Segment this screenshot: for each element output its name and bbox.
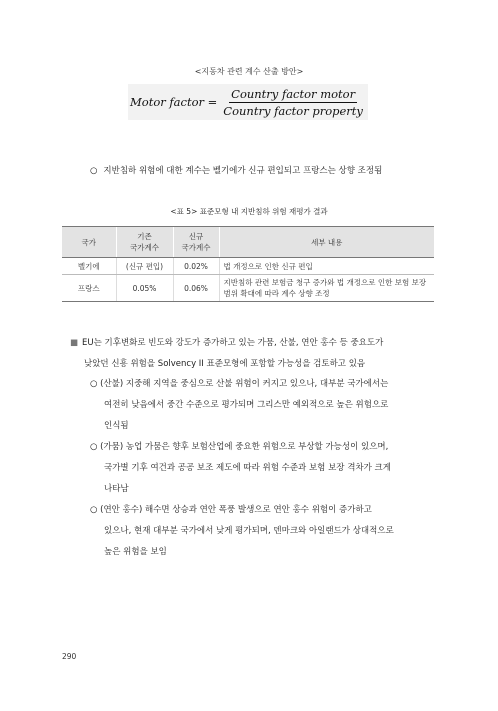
sub-drought-line1: (가뭄) 농업 가뭄은 향후 보험산업에 중요한 위험으로 부상할 가능성이 있으며, [100,442,389,452]
header-prev-line1: 기존 [137,232,152,241]
cell-new: 0.06% [173,275,219,302]
cell-prev: 0.05% [116,275,173,302]
bullet-main-text: 지반침하 위험에 대한 계수는 벨기에가 신규 편입되고 프랑스는 상향 조정됨 [103,166,383,176]
table-header-row [62,227,434,258]
paragraph-line-1 [70,336,440,348]
circle-bullet-icon: ○ [90,442,98,452]
subsidence-table [62,226,434,302]
sub-flood-line1: (연안 홍수) 해수면 상승과 연안 폭풍 발생으로 연안 홍수 위험이 증가하고 [100,505,372,515]
sub-bullet-drought [90,440,440,452]
circle-bullet-icon: ○ [90,379,98,389]
header-new-factor [173,227,219,258]
sub-drought-line3: 나타남 [104,484,129,494]
circle-bullet-icon: ○ [90,166,98,176]
header-new-line2: 국가계수 [181,243,211,252]
formula-denominator: Country factor property [223,103,363,118]
formula-numerator: Country factor motor [231,86,356,101]
bullet-main [90,164,382,176]
cell-detail: 법 개정으로 인한 신규 편입 [219,258,434,275]
sub-wildfire-line3: 인식됨 [104,421,129,431]
sub-wildfire-line2: 여전히 낮음에서 중간 수준으로 평가되며 그리스만 예외적으로 높은 위험으로 [104,400,389,410]
cell-prev: (신규 편입) [116,258,173,275]
sub-bullet-wildfire [90,377,440,389]
table-row [62,258,434,275]
sub-flood-line2: 있으나, 현재 대부분 국가에서 낮게 평가되며, 덴마크와 아일랜드가 상대적으로 [104,526,394,536]
circle-bullet-icon: ○ [90,505,98,515]
sub-drought-line2: 국가별 기후 여건과 공공 보조 제도에 따라 위험 수준과 보험 보장 격차가 크게 [104,463,391,473]
sub-wildfire-line1: (산불) 지중해 지역을 중심으로 산불 위험이 커지고 있으나, 대부분 국가에서는 [100,379,389,389]
table-caption: <표 5> 표준모형 내 지반침하 위험 재평가 결과 [170,207,328,216]
header-prev-factor [116,227,173,258]
square-bullet-icon: ■ [70,338,79,348]
formula-lhs: Motor factor = [130,95,218,109]
page-number: 290 [62,652,77,661]
cell-country: 벨기에 [62,258,116,275]
cell-country: 프랑스 [62,275,116,302]
cell-detail: 지반침하 관련 보험금 청구 증가와 법 개정으로 인한 보험 보장 범위 확대에 따라 계수 상향 조정 [219,275,434,302]
header-prev-line2: 국가계수 [130,243,159,252]
table-row [62,275,434,302]
header-country: 국가 [62,227,116,258]
header-detail: 세부 내용 [219,227,434,258]
sub-bullet-coastal-flood [90,503,440,515]
header-new-line1: 신규 [188,232,204,241]
paragraph-line-2: 낮았던 신흥 위험을 Solvency II 표준모형에 포함할 가능성을 검토하고 있음 [84,359,366,369]
formula-box [128,84,368,120]
sub-flood-line3: 높은 위험을 보임 [104,547,167,557]
paragraph-text-1: EU는 기후변화로 빈도와 강도가 증가하고 있는 가뭄, 산불, 연안 홍수 등 중요도가 [82,338,384,348]
formula-fraction [221,87,365,118]
cell-new: 0.02% [173,258,219,275]
formula-caption: <지동차 관련 계수 산출 방안> [194,67,304,76]
